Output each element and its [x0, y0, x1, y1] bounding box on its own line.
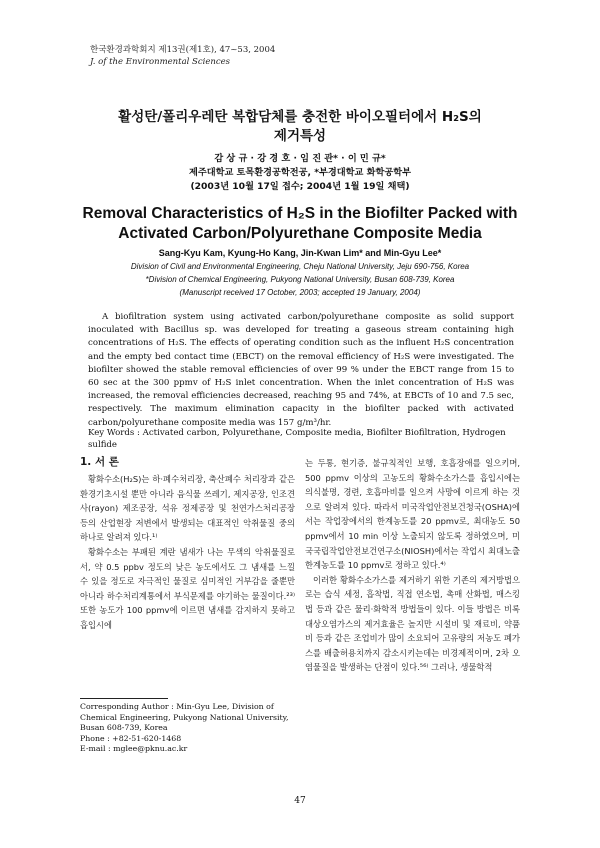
section-heading-introduction: 1. 서 론 [80, 456, 119, 468]
korean-authors [60, 152, 540, 194]
korean-dates: (2003년 10월 17일 접수; 2004년 1월 19일 채택) [190, 181, 410, 192]
journal-korean: 한국환경과학회지 제13권(제1호), 47~53, 2004 [90, 45, 276, 55]
english-affiliation-2: *Division of Chemical Engineering, Pukyong National University, Busan 608-739, Korea [145, 275, 455, 284]
email: E-mail : mglee@pknu.ac.kr [80, 744, 188, 754]
left-column [80, 454, 295, 633]
korean-author-names: 감 상 규 · 강 경 호 · 임 진 관* · 이 민 규* [214, 153, 386, 164]
english-title-line1: Removal Characteristics of H₂S in the Biofilter Packed with [82, 205, 518, 222]
phone: Phone : +82-51-620-1468 [80, 733, 182, 743]
english-title-line2: Activated Carbon/Polyurethane Composite Media [118, 225, 482, 242]
intro-paragraph-3: 이러한 황화수소가스를 제거하기 위한 기존의 제거방법으로는 습식 세정, 흡착법, 직접 연소법, 촉매 산화법, 매스킹법 등과 같은 물리·화학적 방법들이 있다. 이들 방법은 비록 대상오염가스의 제거효율은 높지만 시설비 및 재료비, 약품비 등과 같은 조업비가 많이 소요되어 고유량의 저농도 폐가스를 배출허용치까지 감소시키는데는 비경제적이며, 2차 오염물질을 발생하는 단점이 있다.⁵⁶⁾ 그러나, 생물학적 [305, 574, 520, 673]
english-affiliation-1: Division of Civil and Environmental Engineering, Cheju National University, Jeju 690-756, Korea [130, 262, 470, 271]
right-column [305, 456, 520, 675]
korean-affiliation: 제주대학교 토목환경공학전공, *부경대학교 화학공학부 [188, 167, 412, 178]
abstract-text: A biofiltration system using activated carbon/polyurethane composite as solid support inoculated with Bacillus sp. was developed for treating a gaseous stream containing high concentrations of H₂S. The effects of operating condition such as the influent H₂S concentration and the empty bed contact time (EBCT) on the removal efficiency of H₂S were investigated. The biofilter showed the stable removal efficiencies of over 99 % under the EBCT range from 15 to 60 sec at the 300 ppmv of H₂S inlet concentration. When the inlet concentration of H₂S was increased, the removal efficiencies decreased, reaching 95 and 74%, at EBCTs of 10 and 7.5 sec, respectively. The maximum elimination capacity in the biofilter packed with activated carbon/polyurethane composite media was 157 g/m³/hr. [88, 312, 514, 428]
corresponding-author: Corresponding Author : Min-Gyu Lee, Division of Chemical Engineering, Pukyong National University, Busan 608-739, Korea [80, 702, 289, 733]
footnote [80, 702, 298, 755]
korean-title [60, 108, 540, 146]
english-author-names: Sang-Kyu Kam, Kyung-Ho Kang, Jin-Kwan Lim* and Min-Gyu Lee* [158, 248, 442, 258]
abstract [88, 311, 514, 430]
korean-title-line1: 활성탄/폴리우레탄 복합담체를 충전한 바이오필터에서 H₂S의 [118, 109, 482, 125]
keywords: Key Words : Activated carbon, Polyurethane, Composite media, Biofilter Biofiltration, Hydrogen sulfide [88, 428, 506, 450]
korean-title-line2: 제거특성 [273, 128, 327, 144]
manuscript-dates: (Manuscript received 17 October, 2003; accepted 19 January, 2004) [179, 288, 421, 297]
journal-header [90, 44, 275, 68]
english-title [50, 204, 550, 244]
journal-english: J. of the Environmental Sciences [90, 57, 231, 67]
english-authors [60, 247, 540, 299]
intro-paragraph-continued: 는 두통, 현기증, 불규칙적인 보행, 호흡장애를 일으키며, 500 ppmv 이상의 고농도의 황화수소가스를 흡입시에는 의식불명, 경련, 호흡마비를 일으켜 사망에 이르게 하는 것으로 알려져 있다. 따라서 미국작업안전보건청국(OSHA)에서는 작업장에서의 한계농도를 20 ppmv로, 최대농도 50 ppmv에서 10 min 이상 노출되지 않도록 정하였으며, 미국국립작업안전보건연구소(NIOSH)에서는 작업시 최대노출한계농도를 10 ppmv로 정하고 있다.⁴⁾ [305, 458, 520, 571]
intro-paragraph-2: 황화수소는 부패된 계란 냄새가 나는 무색의 악취물질로서, 약 0.5 ppbv 정도의 낮은 농도에서도 그 냄새를 느낄 수 있을 정도로 자극적인 물질로 심미적인 거부감을 줄뿐만 아니라 하수처리계통에서 부식문제를 야기하는 물질이다.²³⁾ 또한 농도가 100 ppmv에 이르면 냄새를 감지하지 못하고 흡입시에 [80, 546, 295, 630]
footnote-divider [80, 698, 168, 699]
intro-paragraph-1: 황화수소(H₂S)는 하·폐수처리장, 축산폐수 처리장과 같은 환경기초시설 뿐만 아니라 음식물 쓰레기, 제지공장, 인조견사(rayon) 제조공장, 석유 정제공장 및 천연가스처리공장 등의 산업현장 저변에서 발생되는 대표적인 악취물질 중의 하나로 알려져 있다.¹⁾ [80, 474, 295, 543]
page-number: 47 [294, 796, 306, 806]
